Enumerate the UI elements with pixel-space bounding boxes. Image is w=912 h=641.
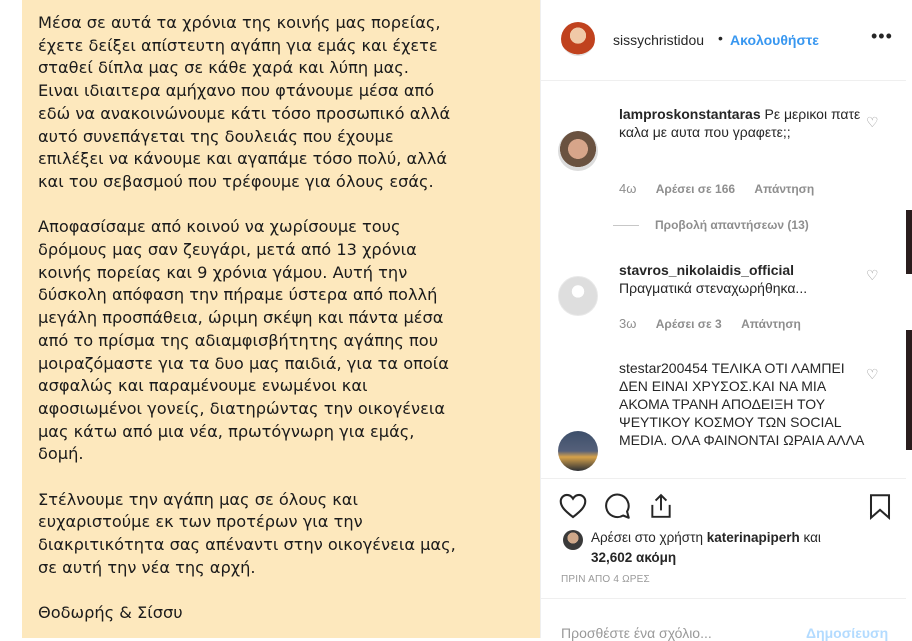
- separator-dot: •: [718, 30, 723, 46]
- comment-meta: [619, 181, 830, 196]
- commenter-avatar[interactable]: [558, 131, 598, 171]
- post-side-panel: [540, 0, 912, 641]
- comment-likes[interactable]: Αρέσει σε 166: [655, 182, 736, 196]
- reply-button[interactable]: Απάντηση: [754, 182, 815, 196]
- likes-text: [591, 528, 901, 568]
- commenter-avatar[interactable]: [558, 431, 598, 471]
- post-timestamp[interactable]: ΠΡΙΝ ΑΠΟ 4 ΩΡΕΣ: [561, 574, 650, 585]
- left-page-edge: [0, 0, 22, 638]
- comments-list[interactable]: [541, 81, 907, 471]
- comment-text: [619, 105, 869, 141]
- comment-bubble-icon[interactable]: [604, 493, 631, 525]
- post-paragraph: Μέσα σε αυτά τα χρόνια της κοινής μας πορείας, έχετε δείξει απίστευτη αγάπη για εμάς και έχετε σταθεί δίπλα μας σε κάθε χαρά και λύπη μας. Ειναι ιδιαιτερα αμήχανο που φτάνουμε μέσα από εδώ να ανακοινώνουμε κάτι τόσο προσωπικό αλλά αυτό συνεπάγεται της δουλειάς που έχουμε επιλέξει να κάνουμε και αγαπάμε τόσο πολύ, αλλά και του σεβασμού που τρέφουμε για όλους εσάς.: [38, 13, 451, 191]
- right-page-edge: [906, 0, 912, 638]
- comment-username[interactable]: stestar200454: [619, 360, 708, 376]
- like-comment-heart-icon[interactable]: ♡: [866, 366, 879, 382]
- comment-meta: [619, 316, 817, 331]
- post-signature: Θοδωρής & Σίσσυ: [38, 603, 183, 623]
- likes-and: και: [803, 530, 821, 545]
- author-avatar[interactable]: [561, 22, 595, 56]
- comment-body: ΤΕΛΙΚΑ ΟΤΙ ΛΑΜΠΕΙ ΔΕΝ ΕΙΝΑΙ ΧΡΥΣΟΣ.ΚΑΙ ΝΑ ΜΙΑ ΑΚΟΜΑ ΤΡΑΝΗ ΑΠΟΔΕΙΞΗ ΤΟΥ ΨΕΥΤΙΚΟΥ ΚΟΣΜΟΥ ΤΩΝ SOCIAL MEDIA. ΟΛΑ ΦΑΙΝΟΝΤΑΙ ΩΡΑΙΑ ΑΛΛΑ: [619, 360, 865, 448]
- comment-likes[interactable]: Αρέσει σε 3: [655, 317, 722, 331]
- comment-input[interactable]: Προσθέστε ένα σχόλιο...: [561, 625, 712, 641]
- liker-avatar[interactable]: [563, 530, 583, 550]
- view-replies-label: Προβολή απαντήσεων (13): [655, 218, 809, 232]
- publish-button[interactable]: Δημοσίευση: [806, 625, 889, 641]
- comment-time: 3ω: [619, 316, 637, 331]
- post-header: [541, 0, 907, 81]
- comment-time: 4ω: [619, 181, 637, 196]
- like-comment-heart-icon[interactable]: ♡: [866, 114, 879, 130]
- liker-username[interactable]: katerinapiperh: [706, 530, 800, 545]
- add-comment-bar: [541, 598, 907, 639]
- comment-body: Πραγματικά στεναχωρήθηκα...: [619, 280, 808, 296]
- background-strip: [906, 210, 912, 274]
- commenter-avatar[interactable]: [558, 276, 598, 316]
- reply-button[interactable]: Απάντηση: [741, 317, 801, 331]
- replies-divider-line: [613, 225, 639, 226]
- post-text-block: [38, 12, 534, 625]
- share-icon[interactable]: [649, 493, 673, 524]
- view-replies-button[interactable]: [613, 218, 809, 232]
- post-paragraph: Αποφασίσαμε από κοινού να χωρίσουμε τους δρόμους μας σαν ζευγάρι, μετά από 13 χρόνια κοινής πορείας και 9 χρόνια γάμου. Αυτή την δύσκολη απόφαση την πήραμε ύστερα από πολλή μεγάλη προσπάθεια, ώριμη σκέψη και πάντα μέσα από το πρίσμα της αδιαμφισβήτητης αγάπης που μοιραζόμαστε για τα δυο μας παιδιά, για τα οποία ασφαλώς και παραμένουμε ενωμένοι και αφοσιωμένοι γονείς, διατηρώντας την οικογένεια μας κάτω από μια νέα, πρωτόγνωρη για εμάς, δομή.: [38, 217, 449, 464]
- comment-text: [619, 359, 869, 449]
- comment-text: [619, 261, 869, 297]
- like-heart-icon[interactable]: [559, 493, 587, 524]
- comment-username[interactable]: stavros_nikolaidis_official: [619, 262, 795, 278]
- comment-username[interactable]: lamproskonstantaras: [619, 106, 761, 122]
- likes-count[interactable]: 32,602 ακόμη: [591, 550, 677, 565]
- save-bookmark-icon[interactable]: [868, 493, 892, 525]
- more-options-icon[interactable]: •••: [871, 26, 893, 46]
- author-username[interactable]: sissychristidou: [613, 32, 705, 48]
- post-paragraph: Στέλνουμε την αγάπη μας σε όλους και ευχαριστούμε εκ των προτέρων για την διακριτικότητα σας απέναντι στην οικογένεια μας, σε αυτή την νέα της αρχή.: [38, 489, 456, 577]
- background-strip: [906, 330, 912, 450]
- follow-button[interactable]: Ακολουθήστε: [730, 32, 819, 48]
- likes-prefix: Αρέσει στο χρήστη: [591, 530, 703, 545]
- post-actions-bar: [541, 478, 907, 529]
- post-image[interactable]: [22, 0, 540, 638]
- comment-body: Ρε μερικοι πατε καλα με αυτα που γραφετε;;: [619, 106, 861, 140]
- like-comment-heart-icon[interactable]: ♡: [866, 267, 879, 283]
